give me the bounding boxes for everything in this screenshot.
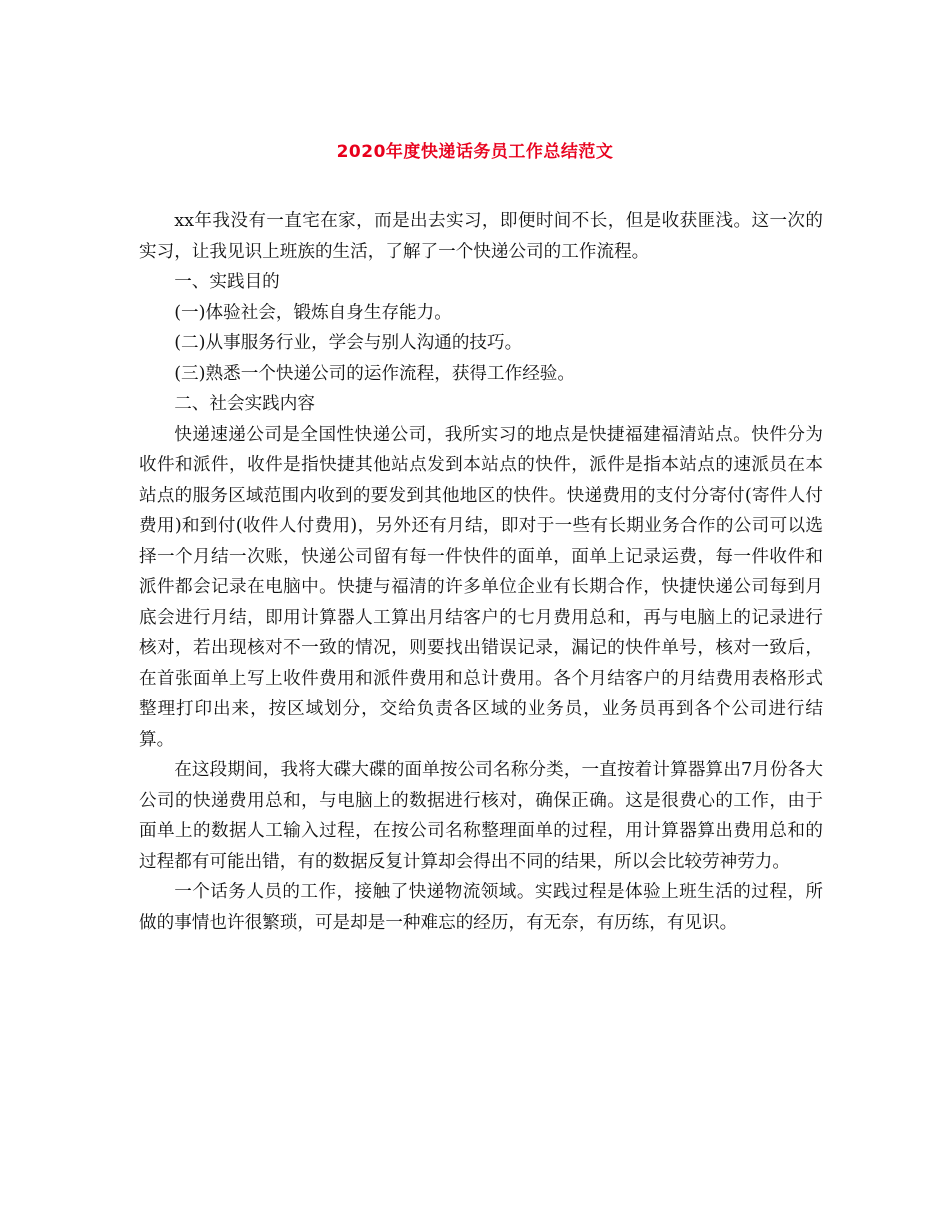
document-title: 2020年度快递话务员工作总结范文	[336, 142, 614, 162]
paragraph-conclusion: 一个话务人员的工作，接触了快递物流领域。实践过程是体验上班生活的过程，所做的事情也许很繁琐，可是却是一种难忘的经历，有无奈，有历练，有见识。	[139, 882, 823, 933]
paragraph-intro: xx年我没有一直宅在家，而是出去实习，即便时间不长，但是收获匪浅。这一次的实习，让我见识上班族的生活，了解了一个快递公司的工作流程。	[139, 211, 823, 262]
list-item-purpose-2: (二)从事服务行业，学会与别人沟通的技巧。	[174, 333, 523, 353]
list-item-purpose-1: (一)体验社会，锻炼自身生存能力。	[174, 302, 452, 323]
paragraph-work-period: 在这段期间，我将大碟大碟的面单按公司名称分类，一直按着计算器算出7月份各大公司的快递费用总和，与电脑上的数据进行核对，确保正确。这是很费心的工作，由于面单上的数据人工输入过程，在按公司名称整理面单的过程，用计算器算出费用总和的过程都有可能出错，有的数据反复计算却会得出不同的结果，所以会比较劳神劳力。	[139, 760, 823, 872]
heading-practice-content: 二、社会实践内容	[174, 394, 315, 414]
document-body	[139, 206, 823, 938]
heading-practice-purpose: 一、实践目的	[174, 272, 280, 292]
list-item-purpose-3: (三)熟悉一个快递公司的运作流程，获得工作经验。	[174, 363, 575, 384]
paragraph-company-description: 快递速递公司是全国性快递公司，我所实习的地点是快捷福建福清站点。快件分为收件和派件，收件是指快捷其他站点发到本站点的快件，派件是指本站点的速派员在本站点的服务区域范围内收到的要发到其他地区的快件。快递费用的支付分寄付(寄件人付费用)和到付(收件人付费用)，另外还有月结，即对于一些有长期业务合作的公司可以选择一个月结一次账，快递公司留有每一件快件的面单，面单上记录运费，每一件收件和派件都会记录在电脑中。快捷与福清的许多单位企业有长期合作，快捷快递公司每到月底会进行月结，即用计算器人工算出月结客户的七月费用总和，再与电脑上的记录进行核对，若出现核对不一致的情况，则要找出错误记录，漏记的快件单号，核对一致后，在首张面单上写上收件费用和派件费用和总计费用。各个月结客户的月结费用表格形式整理打印出来，按区域划分，交给负责各区域的业务员，业务员再到各个公司进行结算。	[139, 424, 823, 750]
